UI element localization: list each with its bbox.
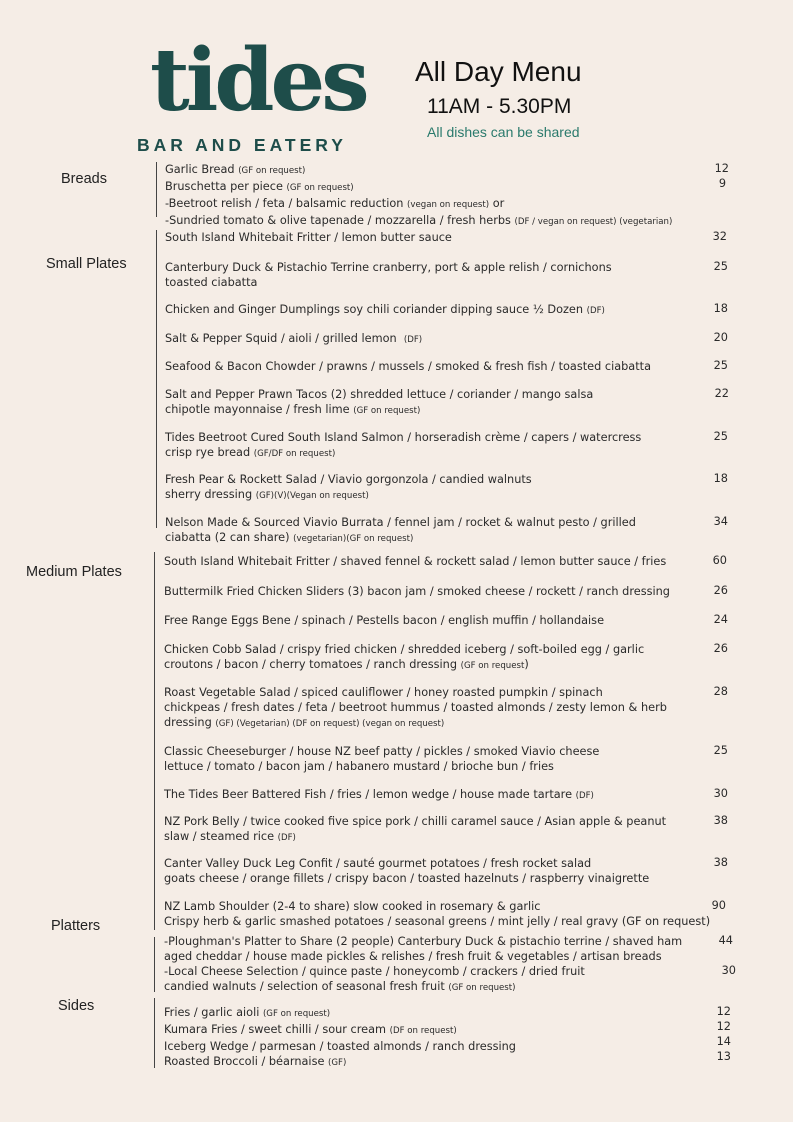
- menu-item: [164, 685, 734, 732]
- price: 20: [713, 331, 728, 344]
- item-line: slaw / steamed rice: [164, 830, 275, 843]
- dietary-note: (GF on request): [286, 183, 354, 193]
- item-line: sherry dressing: [165, 488, 253, 501]
- price: 25: [713, 744, 728, 757]
- item-line: chickpeas / fresh dates / feta / beetroot hummus / toasted almonds / zesty lemon & herb: [164, 701, 667, 714]
- menu-item: [165, 331, 735, 348]
- item-name: Fries / garlic aioli: [164, 1006, 260, 1019]
- item-line: chipotle mayonnaise / fresh lime: [165, 403, 350, 416]
- item-line: goats cheese / orange fillets / crispy bacon / toasted hazelnuts / raspberry vinaigrette: [164, 872, 650, 885]
- menu-item: [164, 642, 734, 674]
- item-line: Salt & Pepper Squid / aioli / grilled lemon: [165, 332, 397, 345]
- item-line: -Local Cheese Selection / quince paste / honeycomb / crackers / dried fruit: [164, 965, 585, 978]
- price: 38: [713, 856, 728, 869]
- section-label-medium-plates: Medium Plates: [26, 564, 122, 580]
- menu-title: All Day Menu: [415, 56, 582, 87]
- price: 32: [712, 230, 727, 243]
- section-label-breads: Breads: [61, 171, 107, 187]
- item-line: Classic Cheeseburger / house NZ beef patty / pickles / smoked Viavio cheese: [164, 745, 600, 758]
- section-divider-medium-plates: [154, 552, 155, 930]
- menu-item: [165, 302, 735, 319]
- item-line: Canter Valley Duck Leg Confit / sauté gourmet potatoes / fresh rocket salad: [164, 857, 592, 870]
- menu-item-sides: [164, 1005, 734, 1071]
- price: 14: [716, 1035, 731, 1048]
- item-name: Kumara Fries / sweet chilli / sour cream: [164, 1023, 387, 1036]
- dietary-note: (GF): [328, 1058, 347, 1068]
- menu-note: All dishes can be shared: [427, 124, 580, 140]
- menu-item: [165, 260, 735, 290]
- price: 18: [713, 472, 728, 485]
- dietary-note: (GF on request): [238, 166, 306, 176]
- item-line: NZ Pork Belly / twice cooked five spice pork / chilli caramel sauce / Asian apple & peanut: [164, 815, 667, 828]
- dietary-note: (GF on request): [353, 406, 421, 416]
- item-line: aged cheddar / house made pickles & relishes / fresh fruit & vegetables / artisan breads: [164, 950, 662, 963]
- item-line: Fresh Pear & Rockett Salad / Viavio gorgonzola / candied walnuts: [165, 473, 532, 486]
- item-name: Iceberg Wedge / parmesan / toasted almonds / ranch dressing: [164, 1040, 516, 1053]
- menu-item: [164, 584, 734, 599]
- price: 60: [712, 554, 727, 567]
- dietary-note: (DF): [403, 335, 423, 345]
- item-line: crisp rye bread: [165, 446, 251, 459]
- item-line: candied walnuts / selection of seasonal fresh fruit: [164, 980, 445, 993]
- item-line: Chicken and Ginger Dumplings soy chili coriander dipping sauce ½ Dozen: [165, 303, 584, 316]
- dietary-note: (vegetarian)(GF on request): [293, 534, 414, 544]
- item-line: South Island Whitebait Fritter / shaved fennel & rockett salad / lemon butter sauce / fries: [164, 555, 667, 568]
- price: 38: [713, 814, 728, 827]
- menu-item: [164, 899, 734, 929]
- item-line: lettuce / tomato / bacon jam / habanero mustard / brioche bun / fries: [164, 760, 554, 773]
- price: 13: [716, 1050, 731, 1063]
- dietary-note: (DF): [277, 833, 296, 843]
- item-name: Bruschetta per piece: [165, 180, 283, 193]
- note-close: ): [524, 658, 529, 671]
- menu-item: [164, 787, 734, 804]
- dietary-note: (GF on request): [448, 983, 516, 993]
- section-divider-breads: [156, 162, 157, 217]
- menu-item: [164, 554, 734, 569]
- item-line: croutons / bacon / cherry tomatoes / ranch dressing: [164, 658, 457, 671]
- option-connector: or: [489, 197, 505, 210]
- option-text: -Beetroot relish / feta / balsamic reduction: [165, 197, 404, 210]
- menu-item: [165, 359, 735, 374]
- price: 25: [713, 359, 728, 372]
- item-name: Garlic Bread: [165, 163, 235, 176]
- dietary-note: (DF on request): [389, 1026, 457, 1036]
- item-line: ciabatta (2 can share): [165, 531, 290, 544]
- price: 34: [713, 515, 728, 528]
- price: 44: [718, 934, 733, 947]
- menu-item: [164, 934, 734, 964]
- dietary-note: (GF on request: [460, 661, 525, 671]
- item-line: NZ Lamb Shoulder (2-4 to share) slow cooked in rosemary & garlic: [164, 900, 541, 913]
- item-line: Roast Vegetable Salad / spiced cauliflower / honey roasted pumpkin / spinach: [164, 686, 603, 699]
- price: 12: [714, 162, 729, 175]
- menu-item: [165, 472, 735, 504]
- dietary-note: (DF): [575, 791, 594, 801]
- menu-item: [164, 856, 734, 886]
- price: 24: [713, 613, 728, 626]
- menu-item: [165, 515, 735, 547]
- menu-item: [164, 814, 734, 846]
- dietary-note: (GF)(V)(Vegan on request): [255, 491, 369, 501]
- section-label-sides: Sides: [58, 998, 95, 1014]
- section-label-small-plates: Small Plates: [46, 256, 127, 272]
- menu-item: [165, 387, 735, 419]
- item-line: Seafood & Bacon Chowder / prawns / mussels / smoked & fresh fish / toasted ciabatta: [165, 360, 652, 373]
- price: 12: [716, 1005, 731, 1018]
- menu-hours: 11AM - 5.30PM: [427, 95, 572, 118]
- logo-subtitle: BAR AND EATERY: [137, 135, 347, 155]
- section-divider-small-plates: [156, 230, 157, 528]
- price: 28: [713, 685, 728, 698]
- price: 30: [713, 787, 728, 800]
- item-line: toasted ciabatta: [165, 276, 258, 289]
- menu-item: [164, 744, 734, 774]
- item-line: Chicken Cobb Salad / crispy fried chicken / shredded iceberg / soft-boiled egg / garlic: [164, 643, 645, 656]
- dietary-note: (GF on request): [262, 1009, 331, 1019]
- dietary-note: (DF / vegan on request) (vegetarian): [514, 217, 673, 227]
- price: 25: [713, 430, 728, 443]
- dietary-note: (vegan on request): [407, 200, 490, 210]
- section-divider-sides: [154, 998, 155, 1068]
- price: 25: [713, 260, 728, 273]
- menu-item-garlic-bread: [165, 162, 735, 230]
- item-line: Buttermilk Fried Chicken Sliders (3) bacon jam / smoked cheese / rockett / ranch dressing: [164, 585, 670, 598]
- item-line: The Tides Beer Battered Fish / fries / lemon wedge / house made tartare: [164, 788, 573, 801]
- item-line: South Island Whitebait Fritter / lemon butter sauce: [165, 231, 452, 244]
- price: 26: [713, 584, 728, 597]
- dietary-note: (GF/DF on request): [253, 449, 336, 459]
- price: 22: [714, 387, 729, 400]
- menu-item: [165, 230, 735, 245]
- price: 9: [718, 177, 726, 190]
- item-line: Salt and Pepper Prawn Tacos (2) shredded lettuce / coriander / mango salsa: [165, 388, 594, 401]
- option-text: -Sundried tomato & olive tapenade / mozzarella / fresh herbs: [165, 214, 511, 227]
- item-name: Roasted Broccoli / béarnaise: [164, 1055, 325, 1068]
- menu-item: [164, 964, 734, 996]
- item-line: Free Range Eggs Bene / spinach / Pestells bacon / english muffin / hollandaise: [164, 614, 605, 627]
- dietary-note: (GF) (Vegetarian) (DF on request) (vegan on request): [215, 719, 445, 729]
- logo-wordmark: tides: [150, 30, 366, 131]
- dietary-note: (DF): [586, 306, 605, 316]
- item-line: dressing: [164, 716, 212, 729]
- menu-item: [164, 613, 734, 628]
- item-line: Canterbury Duck & Pistachio Terrine cranberry, port & apple relish / cornichons: [165, 261, 612, 274]
- price: 26: [713, 642, 728, 655]
- price: 18: [713, 302, 728, 315]
- price: 30: [721, 964, 736, 977]
- section-divider-platters: [154, 937, 155, 992]
- item-line: Nelson Made & Sourced Viavio Burrata / fennel jam / rocket & walnut pesto / grilled: [165, 516, 636, 529]
- item-line: Tides Beetroot Cured South Island Salmon / horseradish crème / capers / watercress: [165, 431, 642, 444]
- item-line: Crispy herb & garlic smashed potatoes / seasonal greens / mint jelly / real gravy (GF on request): [164, 915, 711, 928]
- section-label-platters: Platters: [51, 918, 101, 934]
- price: 90: [711, 899, 726, 912]
- item-line: -Ploughman's Platter to Share (2 people) Canterbury Duck & pistachio terrine / shaved ham: [164, 935, 683, 948]
- menu-item: [165, 430, 735, 462]
- price: 12: [716, 1020, 731, 1033]
